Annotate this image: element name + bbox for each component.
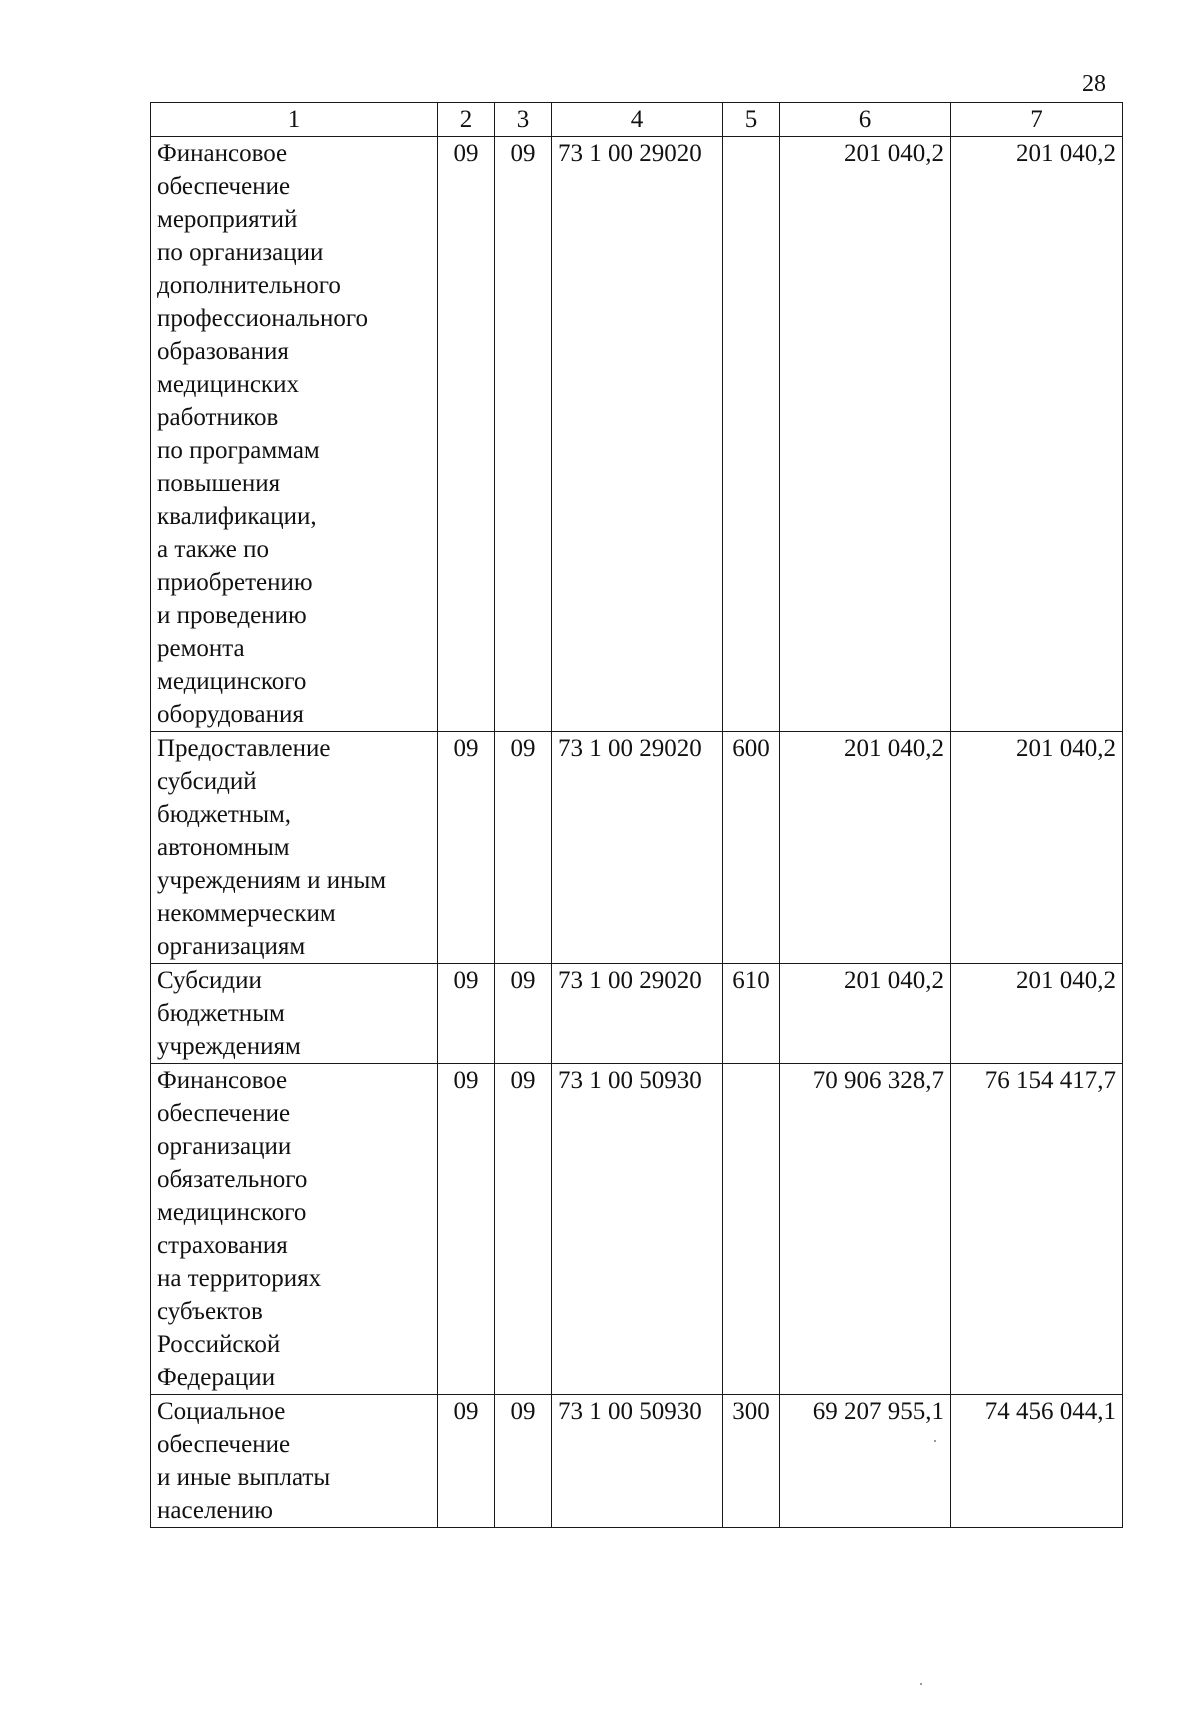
row-name-cell: Предоставление субсидий бюджетным, автономным учреждениям и иным некоммерческим организациям [151, 732, 438, 964]
subsection-code-cell: 09 [495, 1395, 552, 1528]
expense-type-cell: 600 [723, 732, 780, 964]
section-code-cell: 09 [438, 1064, 495, 1395]
table-body [151, 137, 1123, 1528]
row-name-cell: Социальное обеспечение и иные выплаты населению [151, 1395, 438, 1528]
budget-table [150, 102, 1123, 1528]
row-name-cell: Финансовое обеспечение мероприятий по организации дополнительного профессионального образования медицинских работников по программам повышения квалификации, а также по приобретению и проведению ремонта медицинского оборудования [151, 137, 438, 732]
amount-year1-cell: 201 040,2 [780, 732, 951, 964]
column-header: 6 [780, 103, 951, 137]
row-name-cell: Финансовое обеспечение организации обязательного медицинского страхования на территориях субъектов Российской Федерации [151, 1064, 438, 1395]
column-header: 7 [951, 103, 1123, 137]
amount-year1-cell: 70 906 328,7 [780, 1064, 951, 1395]
section-code-cell: 09 [438, 1395, 495, 1528]
amount-year2-cell: 201 040,2 [951, 732, 1123, 964]
table-header [151, 103, 1123, 137]
table-row [151, 732, 1123, 964]
column-header: 1 [151, 103, 438, 137]
expense-type-cell: 300 [723, 1395, 780, 1528]
target-article-cell: 73 1 00 29020 [552, 732, 723, 964]
subsection-code-cell: 09 [495, 137, 552, 732]
target-article-cell: 73 1 00 29020 [552, 137, 723, 732]
subsection-code-cell: 09 [495, 732, 552, 964]
amount-year1-cell: 201 040,2 [780, 964, 951, 1064]
section-code-cell: 09 [438, 964, 495, 1064]
scan-speck [920, 1683, 922, 1685]
column-header: 4 [552, 103, 723, 137]
section-code-cell: 09 [438, 732, 495, 964]
amount-year1-cell: 69 207 955,1 [780, 1395, 951, 1528]
amount-year2-cell: 201 040,2 [951, 964, 1123, 1064]
subsection-code-cell: 09 [495, 1064, 552, 1395]
target-article-cell: 73 1 00 50930 [552, 1064, 723, 1395]
scan-speck [934, 1440, 936, 1442]
table-row [151, 137, 1123, 732]
column-header: 5 [723, 103, 780, 137]
table-row [151, 1064, 1123, 1395]
expense-type-cell [723, 137, 780, 732]
amount-year2-cell: 74 456 044,1 [951, 1395, 1123, 1528]
row-name-cell: Субсидии бюджетным учреждениям [151, 964, 438, 1064]
column-header: 3 [495, 103, 552, 137]
section-code-cell: 09 [438, 137, 495, 732]
column-header: 2 [438, 103, 495, 137]
header-row [151, 103, 1123, 137]
amount-year2-cell: 201 040,2 [951, 137, 1123, 732]
subsection-code-cell: 09 [495, 964, 552, 1064]
expense-type-cell [723, 1064, 780, 1395]
page-number: 28 [1082, 71, 1106, 97]
target-article-cell: 73 1 00 50930 [552, 1395, 723, 1528]
amount-year2-cell: 76 154 417,7 [951, 1064, 1123, 1395]
expense-type-cell: 610 [723, 964, 780, 1064]
target-article-cell: 73 1 00 29020 [552, 964, 723, 1064]
table-row [151, 1395, 1123, 1528]
amount-year1-cell: 201 040,2 [780, 137, 951, 732]
table-row [151, 964, 1123, 1064]
